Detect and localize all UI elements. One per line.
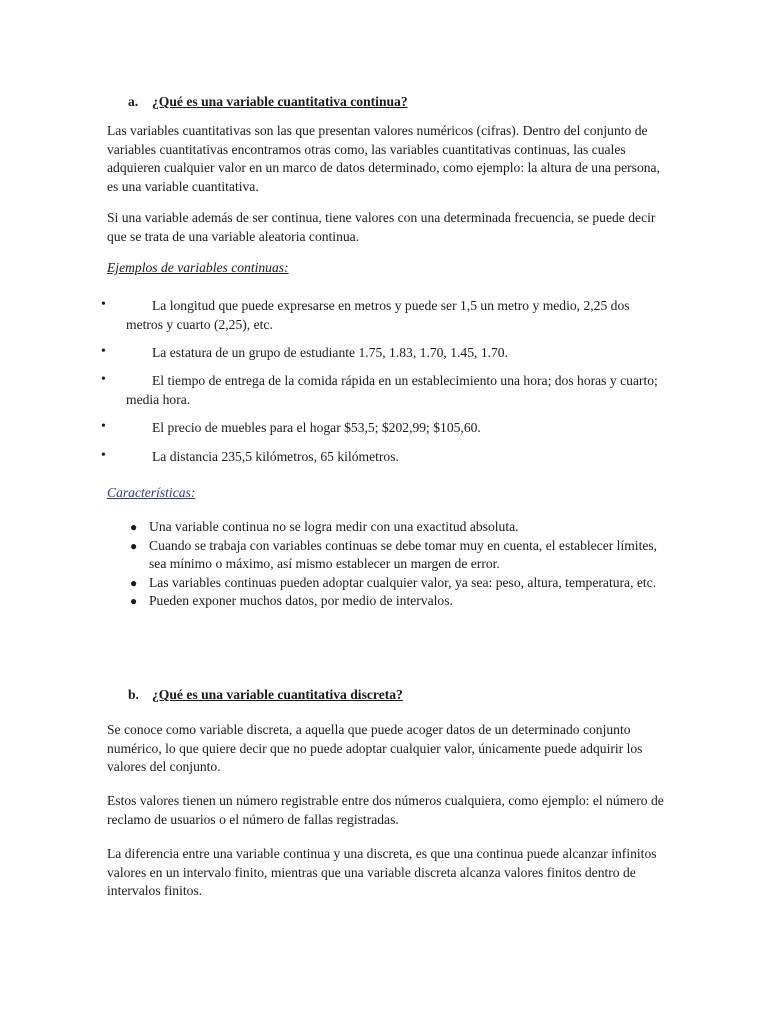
section-a-paragraph-2: Si una variable además de ser continua, tiene valores con una determinada frecuencia, se puede decir que se trata de una variable aleatoria continua.: [107, 210, 656, 244]
section-b-paragraph-3: La diferencia entre una variable continua y una discreta, es que una continua puede alcanzar infinitos valores en un intervalo finito, mientras que una variable discreta alcanza valores finitos dentro de intervalos finitos.: [107, 846, 657, 898]
section-b-paragraph-2: Estos valores tienen un número registrable entre dos números cualquiera, como ejemplo: el número de reclamo de usuarios o el número de fallas registradas.: [107, 793, 664, 827]
example-item: El tiempo de entrega de la comida rápida en un establecimiento una hora; dos horas y cuarto; media hora.: [126, 373, 658, 407]
example-item: El precio de muebles para el hogar $53,5; $202,99; $105,60.: [152, 420, 481, 435]
section-a-paragraph-1: Las variables cuantitativas son las que presentan valores numéricos (cifras). Dentro del conjunto de variables cuantitativas encontramos otras como, las variables cuantitativas continuas, las cuales adquieren cualquier valor en un marco de datos determinado, como ejemplo: la altura de una persona, es una variable cuantitativa.: [107, 123, 660, 194]
bullet-icon: •: [101, 297, 106, 312]
section-a-title: ¿Qué es una variable cuantitativa continua?: [152, 94, 408, 109]
bullet-icon: •: [101, 448, 106, 463]
characteristic-item: ● Pueden exponer muchos datos, por medio de intervalos.: [130, 592, 670, 611]
example-item: La estatura de un grupo de estudiante 1.75, 1.83, 1.70, 1.45, 1.70.: [152, 345, 509, 360]
bullet-icon: ●: [130, 538, 138, 553]
characteristic-item: ● Las variables continuas pueden adoptar cualquier valor, ya sea: peso, altura, temperatura, etc.: [130, 574, 670, 593]
bullet-icon: ●: [130, 594, 138, 608]
bullet-icon: •: [101, 372, 106, 387]
section-a-marker: a.: [128, 94, 139, 109]
characteristics-heading: Características:: [107, 485, 196, 500]
section-b-title: ¿Qué es una variable cuantitativa discreta?: [152, 687, 403, 702]
characteristic-item: ● Una variable continua no se logra medir con una exactitud absoluta.: [130, 518, 670, 537]
example-item: La longitud que puede expresarse en metros y puede ser 1,5 un metro y medio, 2,25 dos metros y cuarto (2,25), etc.: [126, 298, 630, 332]
bullet-icon: •: [101, 419, 106, 434]
section-b-heading: [128, 686, 403, 705]
example-item: La distancia 235,5 kilómetros, 65 kilómetros.: [152, 449, 399, 464]
examples-heading: Ejemplos de variables continuas:: [107, 260, 289, 275]
characteristics-list: [130, 518, 670, 611]
section-a-heading: [128, 93, 408, 112]
bullet-icon: •: [101, 344, 106, 359]
bullet-icon: ●: [130, 520, 138, 534]
bullet-icon: ●: [130, 575, 138, 590]
characteristic-item: ● Cuando se trabaja con variables continuas se debe tomar muy en cuenta, el establecer límites, sea mínimo o máximo, así mismo establecer un margen de error.: [130, 537, 658, 571]
section-b-paragraph-1: Se conoce como variable discreta, a aquella que puede acoger datos de un determinado conjunto numérico, lo que quiere decir que no puede adoptar cualquier valor, únicamente puede adquirir los valores del conjunto.: [107, 722, 643, 774]
section-b-marker: b.: [128, 687, 139, 702]
